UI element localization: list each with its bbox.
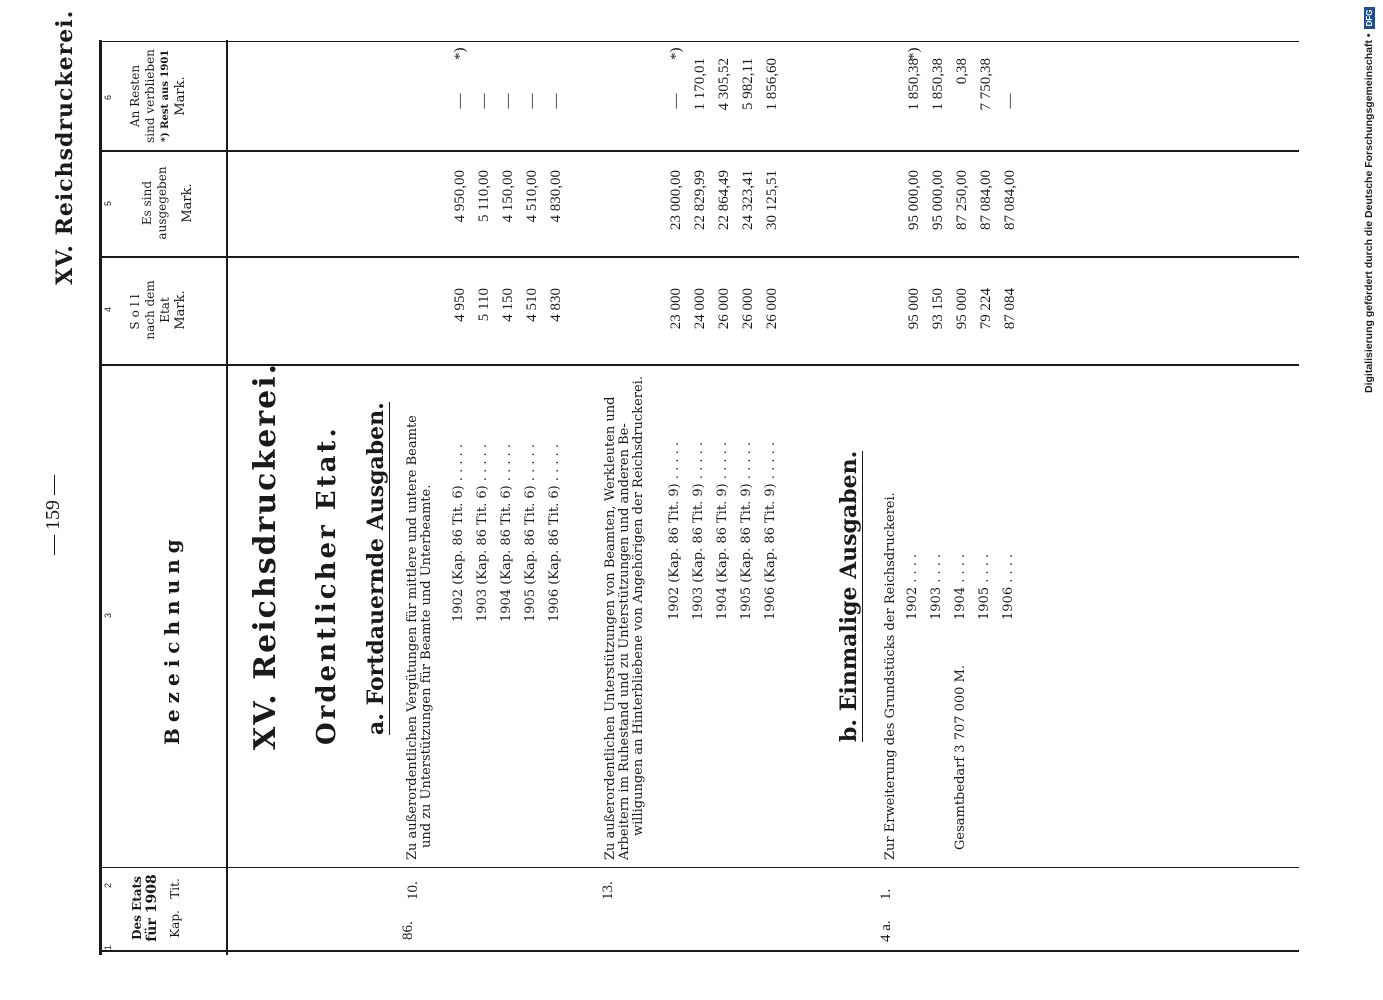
tit10-row-label: 1905 (Kap. 86 Tit. 6) . . . . . (523, 444, 538, 622)
tit1-row-label: 1906 . . . . (1001, 553, 1016, 620)
col-rule-1 (99, 867, 1299, 868)
tit10-row-rest: — (548, 93, 564, 109)
tit13-row-ausgegeben: 30 125,51 (764, 170, 780, 230)
tit13-row-soll: 26 000 (716, 288, 732, 330)
tit10-row-label: 1904 (Kap. 86 Tit. 6) . . . . . (499, 444, 514, 622)
col-number-6: 6 (103, 94, 113, 100)
col5-header: Es sind ausgegeben Mark. (140, 166, 195, 240)
dfg-logo: DFG (1364, 7, 1375, 30)
col-rule-right (99, 41, 1299, 42)
running-title: XV. Reichsdruckerei. (52, 9, 78, 285)
tit13-row-label: 1904 (Kap. 86 Tit. 9) . . . . . (715, 442, 730, 620)
col3-header: Bezeichnung (160, 533, 184, 745)
kap-4a: 4 a. (878, 920, 894, 942)
tit10-row-ausgegeben: 4 150,00 (500, 170, 516, 223)
tit1-row-ausgegeben: 87 084,00 (978, 170, 994, 230)
tit10-row-rest: — (500, 93, 516, 109)
tit1-row-ausgegeben: 87 084,00 (1002, 170, 1018, 230)
header-bottom-rule (226, 40, 228, 955)
tit13-row-label: 1906 (Kap. 86 Tit. 9) . . . . . (763, 442, 778, 620)
digitization-note: Digitalisierung gefördert durch die Deutsche Forschungsgemeinschaft •DFG (1361, 8, 1379, 998)
gesamtbedarf: Gesamtbedarf 3 707 000 M. (953, 664, 968, 850)
page-number: — 159 — (42, 475, 64, 555)
tit13-row-rest: — (668, 93, 684, 109)
tit1-row-rest: 0,38 (954, 58, 970, 85)
tit-13: 13. (600, 881, 616, 900)
tit10-row-soll: 4 510 (524, 288, 540, 322)
tit1-row-label: 1902 . . . . (905, 553, 920, 620)
col-number-2: 2 (103, 882, 113, 888)
tit13-row-label: 1903 (Kap. 86 Tit. 9) . . . . . (691, 442, 706, 620)
section-a-title: a. Fortdauernde Ausgaben. (363, 402, 389, 735)
col-rule-4 (99, 256, 1299, 258)
tit1-row-rest: 1 850,38 (930, 58, 946, 111)
tit1-row-ausgegeben: 95 000,00 (906, 170, 922, 230)
tit13-row-ausgegeben: 22 829,99 (692, 170, 708, 230)
tit13-row-label: 1902 (Kap. 86 Tit. 9) . . . . . (667, 442, 682, 620)
kap-86: 86. (400, 921, 416, 940)
col-number-5: 5 (103, 200, 113, 206)
tit10-row-rest: — (524, 93, 540, 109)
tit13-row-rest: 1 856,60 (764, 58, 780, 111)
tit1-row-rest: 1 850,38 (906, 58, 922, 111)
tit13-row-soll: 26 000 (740, 288, 756, 330)
tit1-row-rest: 7 750,38 (978, 58, 994, 111)
tit1-row-soll: 95 000 (906, 288, 922, 330)
tit10-row-rest: — (452, 93, 468, 109)
tit-1: 1. (878, 888, 894, 900)
tit1-row-label: 1904 . . . . (953, 553, 968, 620)
tit13-row-rest: 5 982,11 (740, 58, 756, 110)
tit1-row-soll: 87 084 (1002, 288, 1018, 330)
tit10-row-soll: 4 950 (452, 288, 468, 322)
tit13-row-rest: 1 170,01 (692, 58, 708, 111)
tit13-row-ausgegeben: 23 000,00 (668, 170, 684, 230)
tit10-row-ausgegeben: 4 950,00 (452, 170, 468, 223)
tit13-row-ausgegeben: 24 323,41 (740, 170, 756, 230)
tit13-row-note-mark: *) (668, 47, 684, 60)
tit10-row-soll: 4 830 (548, 288, 564, 322)
tit-10: 10. (405, 881, 421, 900)
tit1-row-soll: 93 150 (930, 288, 946, 330)
tit10-row-ausgegeben: 4 830,00 (548, 170, 564, 223)
col-rule-5 (99, 150, 1299, 152)
col4-header: Soll nach dem Etat Mark. (128, 280, 188, 340)
tit13-row-ausgegeben: 22 864,49 (716, 170, 732, 230)
sub-title: Ordentlicher Etat. (312, 425, 342, 745)
tit10-row-label: 1902 (Kap. 86 Tit. 6) . . . . . (451, 444, 466, 622)
tit10-row-ausgegeben: 5 110,00 (476, 170, 492, 222)
tit10-row-soll: 4 150 (500, 288, 516, 322)
tit1-row-label: 1903 . . . . (929, 553, 944, 620)
col-rule-left (99, 950, 1299, 952)
tit1-row-ausgegeben: 87 250,00 (954, 170, 970, 230)
tit10-row-rest: — (476, 93, 492, 109)
tit1-row-ausgegeben: 95 000,00 (930, 170, 946, 230)
col-number-3: 3 (103, 612, 113, 618)
tit13-row-label: 1905 (Kap. 86 Tit. 9) . . . . . (739, 442, 754, 620)
tit13-row-soll: 26 000 (764, 288, 780, 330)
tit1-row-soll: 95 000 (954, 288, 970, 330)
col12-header: Des Etats für 1908 Kap. Tit. (130, 874, 182, 942)
tit10-text: Zu außerordentlichen Vergütungen für mittlere und untere Beamte und zu Unterstützungen für Beamte und Unterbeamte. (405, 415, 434, 860)
col6-header: An Resten sind verblieben *) Rest aus 1901 Mark. (128, 49, 188, 143)
tit1-row-label: 1905 . . . . (977, 553, 992, 620)
tit10-row-label: 1903 (Kap. 86 Tit. 6) . . . . . (475, 444, 490, 622)
tit13-row-soll: 24 000 (692, 288, 708, 330)
tit1-row-note-mark: *) (906, 47, 922, 60)
tit10-row-ausgegeben: 4 510,00 (524, 170, 540, 223)
tit13-row-rest: 4 305,52 (716, 58, 732, 111)
tit10-row-label: 1906 (Kap. 86 Tit. 6) . . . . . (547, 444, 562, 622)
tit1-row-soll: 79 224 (978, 288, 994, 330)
table-top-rule (99, 40, 102, 955)
tit1-row-rest: — (1002, 93, 1018, 109)
tit10-row-note-mark: *) (452, 47, 468, 60)
col-number-4: 4 (103, 306, 113, 312)
section-b-title: b. Einmalige Ausgaben. (836, 450, 862, 742)
col-number-1: 1 (103, 944, 113, 950)
main-title: XV. Reichsdruckerei. (248, 361, 283, 750)
tit13-text: Zu außerordentlichen Unterstützungen von Beamten, Werkleuten und Arbeitern im Ruhestand und zu Unterstützungen und anderen Be- willigungen an Hinterbliebene von Angehörigen der Reichsdruckerei. (603, 376, 646, 860)
tit1-text: Zur Erweiterung des Grundstücks der Reichsdruckerei. (883, 492, 898, 860)
tit13-row-soll: 23 000 (668, 288, 684, 330)
tit10-row-soll: 5 110 (476, 288, 492, 322)
